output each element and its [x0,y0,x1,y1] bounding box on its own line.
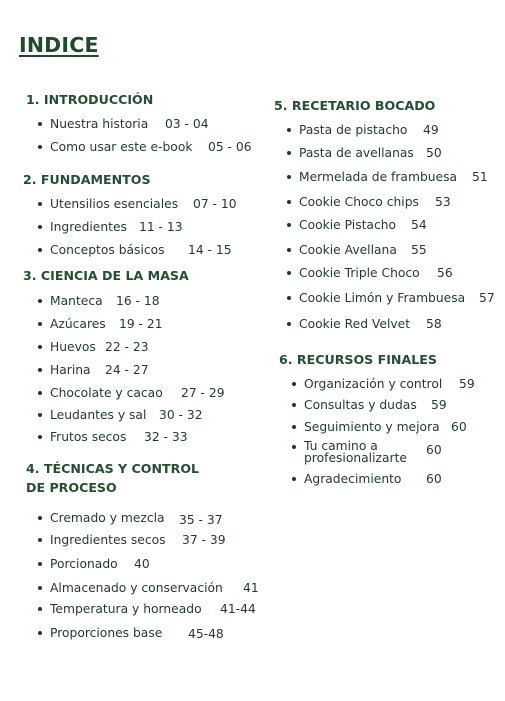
bullet-icon [287,128,291,132]
toc-item[interactable] [50,386,225,400]
toc-item-pages: 32 - 33 [144,430,188,444]
bullet-icon [38,413,42,417]
toc-item-label: Utensilios esenciales [50,197,179,211]
section-heading-introduccion: 1. INTRODUCCIÓN [26,92,154,107]
toc-item-label: Azúcares [50,317,106,331]
toc-item-label: Cookie Triple Choco [299,266,420,280]
toc-item-label: Proporciones base [50,626,163,640]
bullet-icon [38,202,42,206]
toc-item-label: Ingredientes secos [50,533,166,547]
toc-item-label: Cookie Limón y Frambuesa [299,291,466,305]
toc-item-pages: 59 [431,398,447,412]
bullet-icon [292,445,296,449]
bullet-icon [287,248,291,252]
toc-item[interactable] [299,291,495,305]
toc-item-pages: 45-48 [188,627,224,641]
toc-item-label: Harina [50,363,91,377]
toc-item-pages: 55 [411,243,427,257]
section-heading-recetario: 5. RECETARIO BOCADO [274,98,436,113]
toc-item-pages: 07 - 10 [193,197,237,211]
toc-item[interactable] [50,581,259,595]
toc-item-pages: 40 [134,557,150,571]
toc-item[interactable] [50,363,149,377]
toc-item[interactable] [50,140,252,154]
bullet-icon [287,151,291,155]
toc-item-label: Cookie Pistacho [299,218,397,232]
section-heading-tecnicas-line2: DE PROCESO [26,480,117,495]
toc-item[interactable] [304,420,467,434]
toc-item-label: Agradecimiento [304,472,402,486]
toc-item[interactable] [50,533,226,547]
toc-item[interactable] [299,195,451,209]
toc-item[interactable] [50,408,203,422]
toc-item-pages: 30 - 32 [159,408,203,422]
toc-item-pages: 53 [435,195,451,209]
bullet-icon [292,425,296,429]
toc-item-pages: 05 - 06 [208,140,252,154]
bullet-icon [292,477,296,481]
toc-item-pages: 51 [472,170,488,184]
toc-item[interactable] [50,197,237,211]
bullet-icon [38,586,42,590]
toc-item[interactable] [50,220,183,234]
bullet-icon [38,345,42,349]
toc-item-pages: 27 - 29 [181,386,225,400]
toc-item-label: Ingredientes [50,220,127,234]
bullet-icon [38,391,42,395]
toc-item-pages: 16 - 18 [116,294,160,308]
bullet-icon [287,322,291,326]
toc-item-label: Cremado y mezcla [50,511,165,525]
bullet-icon [38,607,42,611]
toc-item-pages: 56 [437,266,453,280]
toc-item-pages: 37 - 39 [182,533,226,547]
toc-item-pages: 49 [423,123,439,137]
toc-item-label: Temperatura y horneado [50,602,202,616]
toc-item-pages: 57 [479,291,495,305]
toc-item-label-line2: profesionalizarte [304,451,407,465]
bullet-icon [38,299,42,303]
toc-item[interactable] [299,266,453,280]
toc-item[interactable] [304,472,442,486]
toc-item-label: Huevos [50,340,96,354]
toc-item-label: Como usar este e-book [50,140,193,154]
bullet-icon [287,200,291,204]
section-heading-ciencia: 3. CIENCIA DE LA MASA [23,268,189,283]
bullet-icon [287,271,291,275]
toc-item[interactable] [304,439,442,465]
toc-item-pages: 54 [411,218,427,232]
toc-item[interactable] [299,123,439,137]
page-title: INDICE [19,33,99,57]
toc-item-pages: 14 - 15 [188,243,232,257]
toc-item-label: Cookie Red Velvet [299,317,411,331]
toc-item-label: Frutos secos [50,430,127,444]
toc-item-label: Nuestra historia [50,117,149,131]
toc-item[interactable] [50,557,150,571]
toc-item-label: Chocolate y cacao [50,386,163,400]
toc-item[interactable] [299,146,442,160]
toc-item-label: Porcionado [50,557,118,571]
toc-item-label: Tu camino a [304,439,378,453]
bullet-icon [38,248,42,252]
toc-item-pages: 58 [426,317,442,331]
bullet-icon [38,368,42,372]
section-heading-recursos: 6. RECURSOS FINALES [279,352,437,367]
toc-item[interactable] [50,511,223,527]
toc-item-label: Almacenado y conservación [50,581,223,595]
toc-item-pages: 22 - 23 [105,340,149,354]
toc-item-pages: 19 - 21 [119,317,163,331]
bullet-icon [287,296,291,300]
toc-item[interactable] [50,340,149,354]
bullet-icon [38,322,42,326]
toc-item[interactable] [50,117,209,131]
toc-item-pages: 41 [243,581,259,595]
toc-item-label: Manteca [50,294,103,308]
toc-item[interactable] [50,626,224,641]
toc-item-label: Consultas y dudas [304,398,417,412]
toc-item-label: Pasta de avellanas [299,146,414,160]
toc-item-label: Cookie Avellana [299,243,397,257]
toc-item-label: Seguimiento y mejora [304,420,440,434]
toc-item-label: Conceptos básicos [50,243,165,257]
toc-item-label: Mermelada de frambuesa [299,170,458,184]
bullet-icon [38,122,42,126]
toc-item-pages: 60 [451,420,467,434]
bullet-icon [38,435,42,439]
toc-item[interactable] [304,377,475,391]
toc-item-pages: 35 - 37 [179,513,223,527]
bullet-icon [292,403,296,407]
toc-item-label: Organización y control [304,377,443,391]
toc-item[interactable] [304,398,447,412]
bullet-icon [38,225,42,229]
toc-item-pages: 03 - 04 [165,117,209,131]
bullet-icon [287,223,291,227]
bullet-icon [38,145,42,149]
toc-item-pages: 60 [426,443,442,457]
bullet-icon [287,175,291,179]
toc-item-pages: 50 [426,146,442,160]
toc-item-pages: 24 - 27 [105,363,149,377]
toc-item-pages: 41-44 [220,602,256,616]
bullet-icon [38,562,42,566]
toc-item[interactable] [299,243,427,257]
toc-item[interactable] [299,218,427,232]
section-heading-fundamentos: 2. FUNDAMENTOS [23,172,151,187]
toc-item[interactable] [299,317,442,331]
bullet-icon [38,516,42,520]
toc-item[interactable] [299,170,488,184]
toc-item-label: Pasta de pistacho [299,123,408,137]
section-heading-tecnicas: 4. TÉCNICAS Y CONTROL [26,461,200,476]
toc-item-label: Leudantes y sal [50,408,147,422]
toc-item-pages: 59 [459,377,475,391]
toc-item[interactable] [50,602,256,616]
toc-item[interactable] [50,317,163,331]
bullet-icon [292,382,296,386]
toc-item[interactable] [50,430,188,444]
bullet-icon [38,538,42,542]
toc-item-label: Cookie Choco chips [299,195,419,209]
bullet-icon [38,631,42,635]
toc-item-pages: 11 - 13 [139,220,183,234]
toc-item[interactable] [50,243,232,257]
toc-item[interactable] [50,294,160,308]
toc-item-pages: 60 [426,472,442,486]
